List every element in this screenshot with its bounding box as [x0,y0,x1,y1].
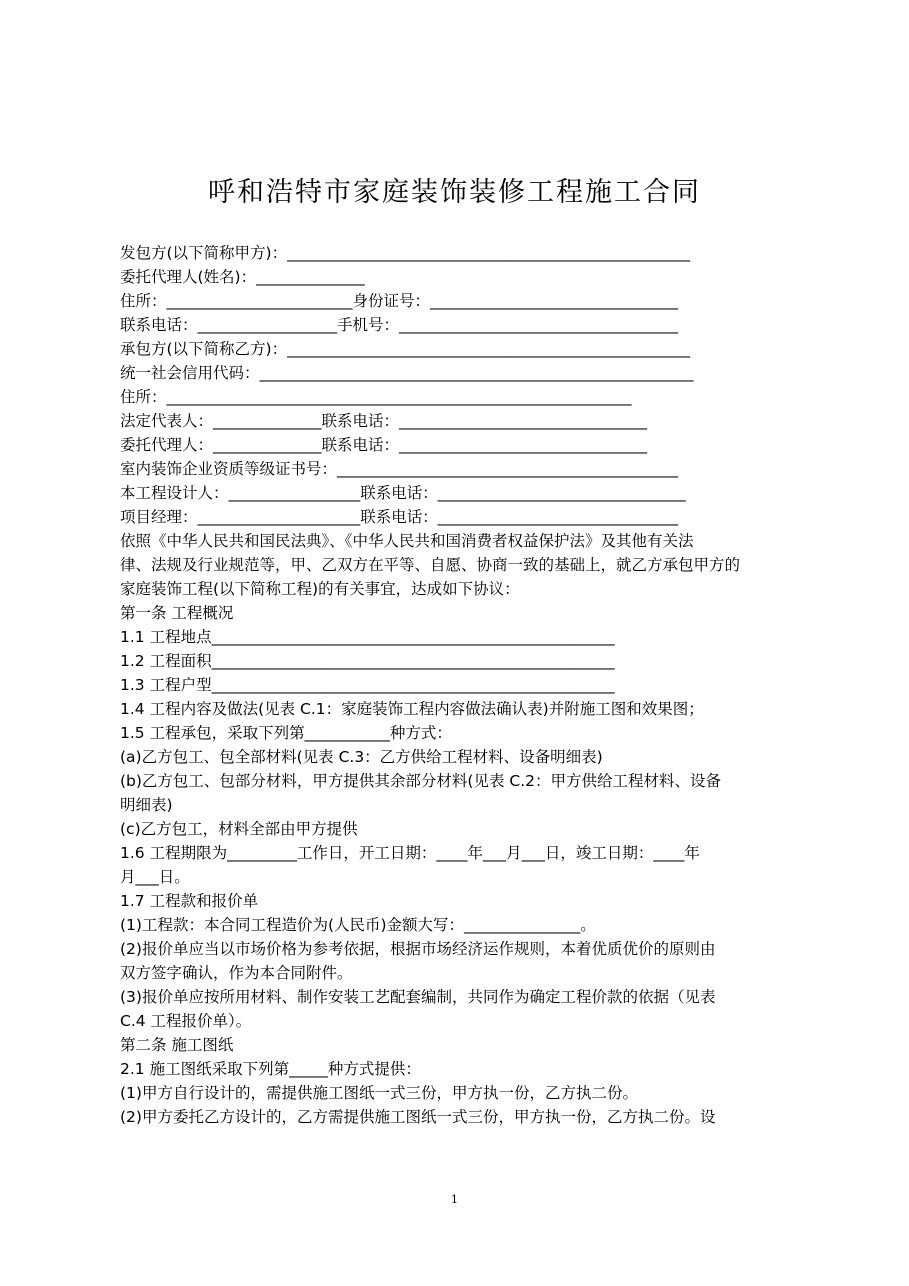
text-line: 法定代表人：______________联系电话：________________________________ [120,412,648,430]
text-line: 室内装饰企业资质等级证书号：____________________________________________ [120,460,679,478]
text-line: 1.3 工程户型____________________________________________________ [120,676,615,694]
text-line: (2)甲方委托乙方设计的，乙方需提供施工图纸一式三份，甲方执一份，乙方执二份。设 [120,1108,716,1126]
text-line: 1.5 工程承包，采取下列第___________种方式： [120,724,452,742]
text-line: 联系电话：__________________手机号：____________________________________ [120,316,679,334]
text-line: 2.1 施工图纸采取下列第_____种方式提供： [120,1060,421,1078]
text-line: (1)工程款：本合同工程造价为(人民币)金额大写：_______________。 [120,916,596,934]
text-line: (b)乙方包工、包部分材料，甲方提供其余部分材料(见表 C.2：甲方供给工程材料、设备 [120,772,722,790]
text-line: 项目经理：_____________________联系电话：_______________________________ [120,508,679,526]
text-line: 委托代理人：______________联系电话：________________________________ [120,436,648,454]
page-number: 1 [451,1193,458,1206]
text-line: (2)报价单应当以市场价格为参考依据，根据市场经济运作规则，本着优质优价的原则由 [120,940,716,958]
paragraph-line: 依照《中华人民共和国民法典》、《中华人民共和国消费者权益保护法》及其他有关法 [120,532,694,550]
text-line: 1.1 工程地点____________________________________________________ [120,628,615,646]
text-line: 本工程设计人：_________________联系电话：________________________________ [120,484,686,502]
text-line: 1.2 工程面积____________________________________________________ [120,652,615,670]
text-line: 承包方(以下简称乙方)：____________________________________________________ [120,340,691,358]
text-line: (1)甲方自行设计的，需提供施工图纸一式三份，甲方执一份，乙方执二份。 [120,1084,638,1102]
text-line: 月___日。 [120,868,190,886]
text-line: (a)乙方包工、包全部材料(见表 C.3：乙方供给工程材料、设备明细表) [120,748,603,766]
text-line: (c)乙方包工，材料全部由甲方提供 [120,820,358,838]
text-line: (3)报价单应按所用材料、制作安装工艺配套编制，共同作为确定工程价款的依据（见表 [120,988,716,1006]
text-line: 发包方(以下简称甲方)：____________________________________________________ [120,244,691,262]
text-line: 1.6 工程期限为_________工作日，开工日期：____年___月___日，竣工日期：____年 [120,844,700,862]
text-line: 双方签字确认，作为本合同附件。 [120,964,353,982]
paragraph-line: 律、法规及行业规范等，甲、乙双方在平等、自愿、协商一致的基础上，就乙方承包甲方的 [120,556,741,574]
text-line: 委托代理人(姓名)：______________ [120,268,365,286]
text-line: 明细表) [120,796,173,814]
paragraph-line: 家庭装饰工程(以下简称工程)的有关事宜，达成如下协议： [120,580,520,598]
document-title: 呼和浩特市家庭装饰装修工程施工合同 [208,177,701,208]
text-line: 住所：____________________________________________________________ [120,388,632,406]
text-line: 统一社会信用代码：________________________________________________________ [120,364,694,382]
text-line: C.4 工程报价单）。 [120,1012,252,1030]
text-line: 1.4 工程内容及做法(见表 C.1：家庭装饰工程内容做法确认表)并附施工图和效果图； [120,700,704,718]
section-heading: 第二条 施工图纸 [120,1036,234,1054]
text-line: 住所：________________________身份证号：________________________________ [120,292,679,310]
text-line: 1.7 工程款和报价单 [120,892,259,910]
section-heading: 第一条 工程概况 [120,604,234,622]
